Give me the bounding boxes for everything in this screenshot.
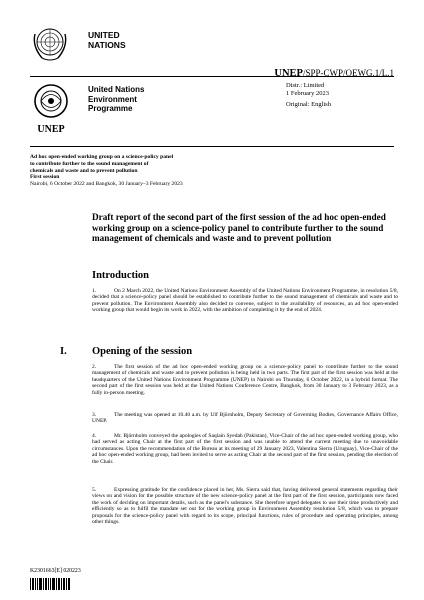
paragraph-1 [92,288,398,314]
unep-name-line-2: Environment [88,94,137,104]
paragraph-number: 2. [92,364,97,370]
footer-code: K2301663[E] 020223 [30,568,81,574]
doc-symbol-main: UNEP [274,68,303,79]
paragraph-5 [92,487,398,525]
doc-date: 1 February 2023 [286,90,329,97]
original-language: Original: English [286,101,331,108]
section-number: I. [60,346,67,357]
distr-label: Distr.: Limited [286,82,325,89]
paragraph-2 [92,364,398,396]
org-line-1: UNITED [88,30,120,40]
introduction-heading: Introduction [92,270,149,281]
un-emblem-icon [30,24,70,64]
meeting-rule [30,146,394,147]
paragraph-number: 1. [92,288,97,294]
paragraph-number: 3. [92,412,97,418]
meeting-line-2: to contribute further to the sound management of [30,160,149,167]
organization-name [88,30,126,50]
meeting-session: First session [30,174,60,181]
paragraph-3 [92,412,398,425]
doc-symbol-suffix: /SPP-CWP/OEWG.1/L.1 [302,68,394,78]
header-rule [30,76,394,77]
section-heading: Opening of the session [92,346,193,357]
unep-name-line-3: Programme [88,104,133,113]
unep-logo [30,82,72,135]
paragraph-text: Expressing gratitude for the confidence placed in her, Ms. Sierra said that, having delivered general statements regarding their views on and vision for the possible structure of the new science-policy panel at the first part of the first session, participants now faced the work of deciding on important details, such as the panel's substance. She therefore urged delegates to use their time productively and efficiently so as to fulfil the mandate set out for the working group in Environment Assembly resolution 5/8, which was to prepare proposals for the science-policy panel with regard to its scope, principal functions, rules of procedure and operating principles, among other things. [92,487,398,526]
paragraph-text: The meeting was opened at 10.40 a.m. by Ulf Björnholm, Deputy Secretary of Governing Bodies, Governance Affairs Office, UNEP. [92,412,398,425]
unep-emblem-icon [30,82,72,120]
paragraph-text: Mr. Björnholm conveyed the apologies of Saqlain Syedah (Pakistan), Vice-Chair of the ad hoc open-ended working group, who had served as acting Chair at the first part of the first session and was unable to attend the current meeting due to unavoidable circumstances. Upon the recommendation of the Bureau at its meeting of 29 January 2023, Valentina Sierra (Uruguay), Vice-Chair of the ad hoc open-ended working group, had been invited to serve as acting Chair at the second part of the first session, pending the election of the Chair. [92,433,398,465]
paragraph-text: On 2 March 2022, the United Nations Environment Assembly of the United Nations Environment Programme, in resolution 5/8, decided that a science-policy panel should be established to contribute further to the sound management of chemicals and waste and to prevent pollution. The Environment Assembly also decided to convene, subject to the availability of resources, an ad hoc open-ended working group that would begin its work in 2022, with the ambition of completing it by the end of 2024. [92,288,398,314]
unep-name [88,85,144,114]
document-title: Draft report of the second part of the first session of the ad hoc open-ended working group on a science-policy panel to contribute further to the sound management of chemicals and waste and to prevent pollution [92,212,386,244]
meeting-venue: Nairobi, 6 October 2022 and Bangkok, 30 January–3 February 2023 [30,181,183,188]
meeting-line-3: chemicals and waste and to prevent pollution [30,167,138,174]
paragraph-number: 5. [92,487,97,493]
barcode-icon [30,578,70,590]
paragraph-4 [92,433,398,465]
paragraph-text: The first session of the ad hoc open-ended working group on a science-policy panel to contribute further to the sound management of chemicals and waste and to prevent pollution is being held in two parts. The first part of the first session was held at the headquarters of the United Nations Environment Programme (UNEP) in Nairobi on Thursday, 6 October 2022, in a hybrid format. The second part of the first session was held at the United Nations Conference Centre, Bangkok, from 30 January to 3 February 2023, as a fully in-person meeting. [92,364,398,396]
paragraph-number: 4. [92,433,97,439]
meeting-info [30,154,290,188]
org-line-2: NATIONS [88,40,126,50]
document-symbol [274,68,394,79]
unep-logo-text: UNEP [37,124,65,135]
unep-name-line-1: United Nations [88,85,145,94]
meeting-line-1: Ad hoc open-ended working group on a science-policy panel [30,154,174,160]
distribution-info [286,82,331,109]
